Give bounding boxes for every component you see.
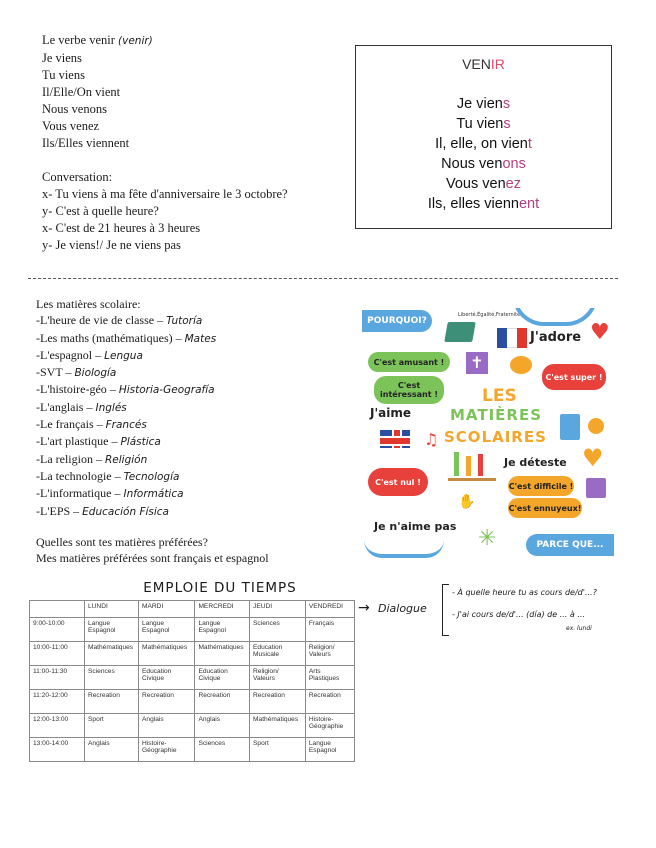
subjects-heading: Les matières scolaire:	[36, 297, 141, 311]
jadore-label: J'adore	[530, 330, 582, 345]
collage-title-matieres: MATIÈRES	[450, 406, 543, 424]
star-icon: ✳	[478, 526, 497, 551]
venir-section	[42, 32, 352, 254]
venir-box-line: Ils, elles viennent	[427, 196, 540, 212]
conversation-line: x- C'est de 21 heures à 3 heures	[42, 221, 201, 235]
table-cell: Mathématiques	[250, 714, 306, 738]
table-cell: 11:20-12:00	[30, 690, 85, 714]
table-cell: Langue Espagnol	[85, 618, 139, 642]
subjects-section	[36, 296, 356, 566]
section-divider	[28, 278, 618, 279]
venir-box-line: Il, elle, on vient	[435, 136, 532, 152]
table-cell: 10:00-11:00	[30, 642, 85, 666]
conjugation-line: Tu viens	[42, 68, 85, 82]
pencil-icon	[586, 478, 606, 498]
book-icon	[444, 322, 476, 342]
table-cell: Recreation	[195, 690, 250, 714]
conjugation-line: Ils/Elles viennent	[42, 136, 130, 150]
cross-icon: ✝	[466, 352, 488, 374]
favorite-answer: Mes matières préférées sont français et espagnol	[36, 551, 269, 566]
table-cell: 9:00-10:00	[30, 618, 85, 642]
table-cell: Recreation	[139, 690, 195, 714]
table-cell: 11:00-11:30	[30, 666, 85, 690]
conjugation-line: Vous venez	[42, 119, 100, 133]
super-bubble: C'est super !	[542, 364, 606, 390]
table-cell: Education Civique	[139, 666, 195, 690]
conversation-line: x- Tu viens à ma fête d'anniversaire le 3 octobre?	[42, 187, 288, 201]
broken-heart-icon: ♥	[582, 444, 604, 472]
music-note-icon: ♫	[424, 430, 439, 449]
table-cell: Sciences	[250, 618, 306, 642]
dialogue-line: - À quelle heure tu as cours de/d'...?	[452, 588, 597, 597]
table-cell: Religion/ Valeurs	[305, 642, 354, 666]
subject-item: -L'espagnol – Lengua	[36, 347, 143, 362]
table-cell: Histoire-Géographie	[139, 738, 195, 762]
ball-icon	[588, 418, 604, 434]
venir-box-line: Vous venez	[446, 176, 521, 192]
timetable-title: EMPLOIE DU TIEMPS	[143, 580, 297, 596]
table-row	[30, 642, 355, 666]
test-tubes-icon	[448, 452, 496, 481]
table-cell: 13:00-14:00	[30, 738, 85, 762]
venir-box-lines	[356, 94, 611, 214]
venir-box-line: Nous venons	[441, 156, 526, 172]
table-cell: Recreation	[250, 690, 306, 714]
table-cell: Sport	[250, 738, 306, 762]
table-cell: Arts Plastiques	[305, 666, 354, 690]
table-cell: Mathématiques	[85, 642, 139, 666]
table-cell: Histoire-Géographie	[305, 714, 354, 738]
table-cell: Recreation	[305, 690, 354, 714]
subject-item: -Le français – Francés	[36, 417, 147, 432]
table-header-cell: MERCREDI	[195, 601, 250, 618]
jedeteste-label: Je déteste	[504, 456, 567, 469]
thumbs-down-icon: ✋	[458, 494, 476, 510]
pourquoi-banner: POURQUOI?	[362, 310, 432, 332]
uk-flag-icon	[380, 430, 410, 448]
subject-item: -L'histoire-géo – Historia-Geografía	[36, 382, 215, 397]
table-cell: Français	[305, 618, 354, 642]
dialogue-label: Dialogue	[378, 602, 427, 615]
timetable	[29, 600, 355, 762]
arrow-icon: →	[358, 600, 370, 616]
conjugation-line: Je viens	[42, 51, 82, 65]
table-row	[30, 714, 355, 738]
heart-icon: ♥	[590, 320, 610, 345]
table-cell: Education Musicale	[250, 642, 306, 666]
venir-box-line: Tu viens	[456, 116, 511, 132]
table-cell: Education Civique	[195, 666, 250, 690]
jaime-label: J'aime	[370, 406, 411, 420]
table-header-cell	[30, 601, 85, 618]
subject-item: -L'EPS – Educación Física	[36, 503, 169, 518]
table-header-row	[30, 601, 355, 618]
table-row	[30, 666, 355, 690]
favorite-question: Quelles sont tes matières préférées?	[36, 534, 208, 549]
table-cell: Langue Espagnol	[139, 618, 195, 642]
table-cell: Sport	[85, 714, 139, 738]
decorative-wave	[364, 540, 444, 558]
venir-heading-note: (venir)	[118, 35, 153, 47]
table-cell: Religion/ Valeurs	[250, 666, 306, 690]
table-cell: Mathématiques	[195, 642, 250, 666]
subject-item: -La technologie – Tecnología	[36, 468, 180, 483]
table-cell: Langue Espagnol	[305, 738, 354, 762]
jenaimepas-label: Je n'aime pas	[374, 520, 457, 533]
subject-item: -L'art plastique – Plástica	[36, 434, 161, 449]
venir-box-title: VENIR	[462, 56, 505, 72]
table-row	[30, 738, 355, 762]
subject-item: -L'anglais – Inglés	[36, 399, 127, 414]
venir-box-line: Je viens	[456, 96, 511, 112]
french-flag-icon	[497, 328, 527, 348]
collage-title-les: LES	[482, 386, 517, 406]
table-cell: Recreation	[85, 690, 139, 714]
table-cell: Langue Espagnol	[195, 618, 250, 642]
subject-item: -La religion – Religión	[36, 451, 148, 466]
amusant-bubble: C'est amusant !	[368, 352, 450, 372]
table-header-cell: VENDREDI	[305, 601, 354, 618]
venir-conjugation-box	[355, 45, 612, 229]
subject-item: -Les maths (mathématiques) – Mates	[36, 330, 217, 345]
table-cell: Anglais	[195, 714, 250, 738]
conjugation-line: Il/Elle/On vient	[42, 85, 121, 99]
subject-item: -L'informatique – Informática	[36, 486, 184, 501]
parceque-banner: PARCE QUE...	[526, 534, 614, 556]
table-row	[30, 618, 355, 642]
collage-title-scolaires: SCOLAIRES	[444, 428, 547, 446]
decorative-arc	[512, 308, 598, 326]
conversation-label: Conversation:	[42, 170, 113, 184]
table-header-cell: LUNDI	[85, 601, 139, 618]
dialogue-example: ex. lundi	[566, 625, 592, 632]
table-cell: 12:00-13:00	[30, 714, 85, 738]
table-cell: Sciences	[195, 738, 250, 762]
table-cell: Anglais	[139, 714, 195, 738]
dialogue-bracket	[442, 584, 449, 636]
nul-bubble: C'est nul !	[368, 468, 428, 496]
table-header-cell: JEUDI	[250, 601, 306, 618]
ennuyeux-bubble: C'est ennuyeux!	[508, 498, 582, 518]
dialogue-line: - J'ai cours de/d'... (día) de ... à ...	[452, 610, 585, 619]
conjugation-line: Nous venons	[42, 102, 107, 116]
school-subjects-collage	[362, 308, 614, 558]
interessant-bubble: C'est intéressant !	[374, 376, 444, 404]
table-header-cell: MARDI	[139, 601, 195, 618]
table-cell: Anglais	[85, 738, 139, 762]
conversation-line: y- C'est à quelle heure?	[42, 204, 159, 218]
conversation-line: y- Je viens!/ Je ne viens pas	[42, 238, 181, 252]
table-row	[30, 690, 355, 714]
palette-icon	[510, 356, 532, 374]
table-cell: Sciences	[85, 666, 139, 690]
difficile-bubble: C'est difficile !	[508, 476, 574, 496]
venir-heading: Le verbe venir (venir)	[42, 33, 153, 47]
motto-text: Liberté,Égalité,Fraternité	[458, 312, 521, 318]
subject-item: -L'heure de vie de classe – Tutoría	[36, 313, 203, 328]
subject-item: -SVT – Biología	[36, 365, 117, 380]
table-cell: Mathématiques	[139, 642, 195, 666]
calculator-icon	[560, 414, 580, 440]
